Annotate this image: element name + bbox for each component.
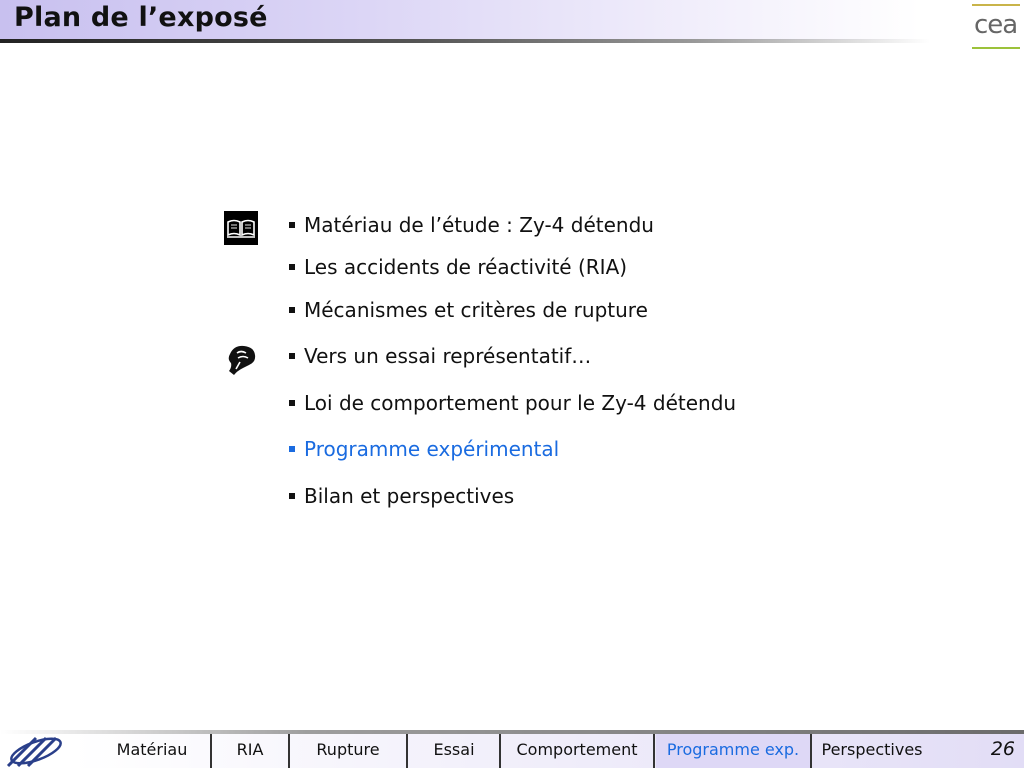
nav-tab-perspectives[interactable]: Perspectives (821, 740, 923, 759)
agenda-item-perspectives (289, 484, 514, 508)
nav-separator (653, 734, 655, 768)
nav-tab-ria[interactable]: RIA (236, 740, 264, 759)
agenda-item-comportement (289, 391, 736, 415)
agenda-item-label: Loi de comportement pour le Zy-4 détendu (304, 391, 737, 415)
logo-bottom-line (972, 47, 1020, 49)
agenda-item-label: Les accidents de réactivité (RIA) (304, 255, 628, 279)
agenda-item-label: Vers un essai représentatif… (304, 344, 592, 368)
bullet-square (289, 353, 295, 359)
nav-separator (499, 734, 501, 768)
footer-nav (0, 730, 1024, 768)
bullet-square (289, 307, 295, 313)
agenda-item-programme (289, 437, 559, 461)
nav-tab-comportement[interactable]: Comportement (516, 740, 638, 759)
agenda-item-label: Programme expérimental (304, 437, 560, 461)
agenda-item-materiau (289, 213, 654, 237)
bullet-square (289, 446, 295, 452)
nav-separator (810, 734, 812, 768)
footer-logo-icon (2, 734, 70, 768)
nav-tab-rupture[interactable]: Rupture (316, 740, 380, 759)
bullet-square (289, 400, 295, 406)
agenda-item-label: Bilan et perspectives (304, 484, 515, 508)
logo-top-line (972, 4, 1020, 6)
agenda-item-essai (289, 344, 591, 368)
page-number: 26 (990, 738, 1015, 760)
nav-separator (210, 734, 212, 768)
agenda-item-label: Matériau de l’étude : Zy-4 détendu (304, 213, 654, 237)
book-icon (224, 211, 258, 245)
nav-tab-materiau[interactable]: Matériau (116, 740, 188, 759)
hand-pointer-icon (224, 342, 258, 376)
bullet-square (289, 222, 295, 228)
nav-tab-essai[interactable]: Essai (433, 740, 475, 759)
agenda-item-rupture (289, 298, 648, 322)
title-underline (0, 39, 930, 43)
nav-tab-programme[interactable]: Programme exp. (656, 734, 810, 768)
nav-separator (288, 734, 290, 768)
cea-logo (972, 4, 1020, 50)
agenda-item-label: Mécanismes et critères de rupture (304, 298, 648, 322)
page-title: Plan de l’exposé (14, 2, 268, 33)
agenda-item-ria (289, 255, 627, 279)
bullet-square (289, 264, 295, 270)
nav-separator (406, 734, 408, 768)
cea-logo-text: cea (974, 10, 1018, 40)
bullet-square (289, 493, 295, 499)
